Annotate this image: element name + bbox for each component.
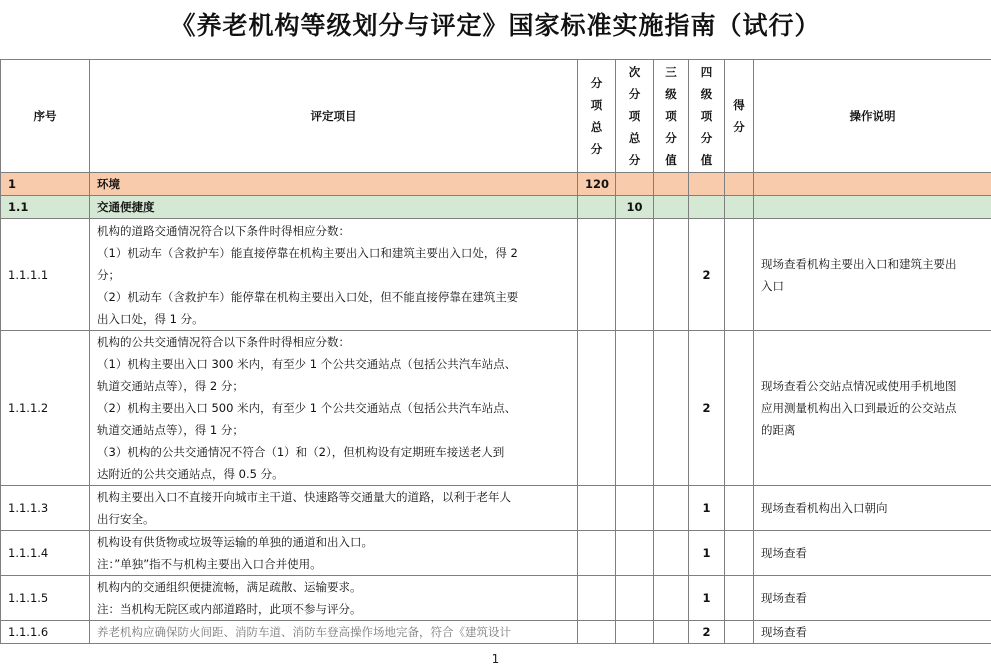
header-row (1, 60, 991, 173)
row-note: 现场查看 (754, 531, 991, 576)
row-level4-value: 2 (689, 331, 725, 486)
table-row (1, 576, 991, 621)
header-item: 评定项目 (90, 60, 578, 173)
row-note: 现场查看机构出入口朝向 (754, 486, 991, 531)
row-item: 机构内的交通组织便捷流畅，满足疏散、运输要求。 注：当机构无院区或内部道路时，此项不参与评分。 (90, 576, 578, 621)
row-item: 机构的公共交通情况符合以下条件时得相应分数： （1）机构主要出入口 300 米内，有至少 1 个公共交通站点（包括公共汽车站点、 轨道交通站点等），得 2 分； （2）机构主要出入口 500 米内，有至少 1 个公共交通站点（包括公共汽车站点、 轨道交通站点等），得 1 分； （3）机构的公共交通情况不符合（1）和（2），但机构设有定期班车接送老人到 达附近的公共交通站点，得 0.5 分。 (90, 331, 578, 486)
row-seq: 1.1.1.6 (1, 621, 90, 644)
row-level4-value: 1 (689, 576, 725, 621)
category-row (1, 173, 991, 196)
table-row (1, 219, 991, 331)
row-note: 现场查看公交站点情况或使用手机地图 应用测量机构出入口到最近的公交站点 的距离 (754, 331, 991, 486)
row-seq: 1.1.1.5 (1, 576, 90, 621)
row-level4-value: 1 (689, 486, 725, 531)
header-sub-total: 次 分 项 总 分 (616, 60, 654, 173)
table-row (1, 621, 991, 644)
category-name: 环境 (90, 173, 578, 196)
header-total: 分 项 总 分 (578, 60, 616, 173)
category-total: 120 (578, 173, 616, 196)
row-note: 现场查看机构主要出入口和建筑主要出 入口 (754, 219, 991, 331)
page-title: 《养老机构等级划分与评定》国家标准实施指南（试行） (170, 11, 821, 40)
page-number: 1 (491, 652, 500, 666)
row-level4-value: 2 (689, 621, 725, 644)
row-item: 机构主要出入口不直接开向城市主干道、快速路等交通量大的道路，以利于老年人 出行安全。 (90, 486, 578, 531)
header-note: 操作说明 (754, 60, 991, 173)
category-seq: 1 (1, 173, 90, 196)
subcategory-seq: 1.1 (1, 196, 90, 219)
header-seq: 序号 (1, 60, 90, 173)
header-score: 得 分 (725, 60, 754, 173)
row-seq: 1.1.1.1 (1, 219, 90, 331)
evaluation-table (0, 59, 991, 644)
row-seq: 1.1.1.2 (1, 331, 90, 486)
row-item: 机构设有供货物或垃圾等运输的单独的通道和出入口。 注：”单独”指不与机构主要出入口合并使用。 (90, 531, 578, 576)
row-item: 养老机构应确保防火间距、消防车道、消防车登高操作场地完备，符合《建筑设计 (90, 621, 578, 644)
table-row (1, 531, 991, 576)
row-note: 现场查看 (754, 576, 991, 621)
row-level4-value: 1 (689, 531, 725, 576)
table-row (1, 486, 991, 531)
row-level4-value: 2 (689, 219, 725, 331)
row-seq: 1.1.1.4 (1, 531, 90, 576)
header-level4: 四 级 项 分 值 (689, 60, 725, 173)
subcategory-name: 交通便捷度 (90, 196, 578, 219)
row-note: 现场查看 (754, 621, 991, 644)
row-seq: 1.1.1.3 (1, 486, 90, 531)
subcategory-row (1, 196, 991, 219)
subcategory-sub-total: 10 (616, 196, 654, 219)
table-row (1, 331, 991, 486)
header-level3: 三 级 项 分 值 (654, 60, 689, 173)
row-item: 机构的道路交通情况符合以下条件时得相应分数： （1）机动车（含救护车）能直接停靠在机构主要出入口和建筑主要出入口处，得 2 分； （2）机动车（含救护车）能停靠在机构主要出入口处，但不能直接停靠在建筑主要 出入口处，得 1 分。 (90, 219, 578, 331)
